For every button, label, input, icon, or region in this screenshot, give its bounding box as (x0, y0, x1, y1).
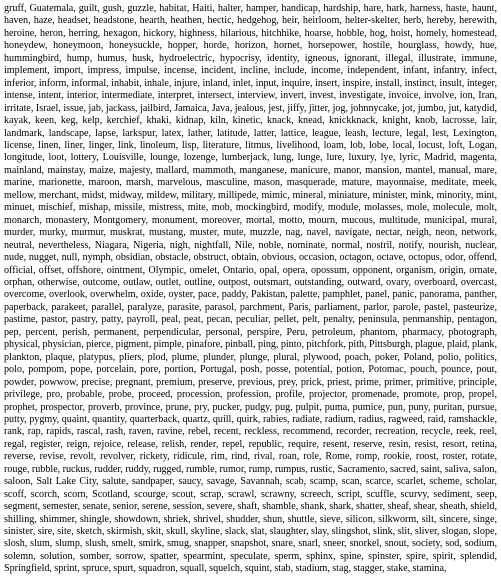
word-list-paragraph: gruff, Guatemala, guilt, gush, guzzle, habitat, Haiti, halter, hamper, handicap, hardship, hare, hark, harness, haste, haunt, haven, haze, headset, headstone, hearth, heathen, hectic, hedgehog, heir, heirloom, helter-skelter, herb, hereby, herewith, heroine, heron, herring, hexagon, hickory, highness, hilarious, hitchhike, hoarse, hobble, hog, hoist, homely, homestead, honeydew, honeymoon, honeysuckle, hopper, horde, horizon, hornet, horsepower, hostile, hourglass, howdy, hue, hummingbird, hump, humus, husk, hydroelectric, hypocrisy, identity, igneous, ignorant, illegal, illustrate, immune, implement, import, impress, impulse, incense, incident, incline, include, income, independent, infant, infantry, infect, inferior, inform, informal, inhabit, inhale, injure, inland, inlet, input, inquire, insert, inspire, install, instinct, insult, integer, intense, intent, interior, intermediate, interpret, intersect, interview, invert, invest, investigate, invoice, involve, ion, Iran, irritate, Israel, issue, jab, jackass, jailbird, Jamaica, Java, jealous, jest, jiffy, jitter, jog, johnnycake, jot, jumbo, jut, katydid, kayak, keen, keg, kelp, kerchief, khaki, kidnap, kiln, kinetic, knack, knead, knickknack, knight, knob, lacrosse, lair, landmark, landscape, lapse, larkspur, latex, lather, latitude, latter, lattice, league, leash, lecture, legal, lest, Lexington, license, linen, liner, linger, link, linoleum, lisp, literature, litmus, livelihood, loam, lob, lobe, local, locust, loft, Logan, longitude, loot, lottery, Louisville, lounge, lozenge, lumberjack, lung, lunge, lure, luxury, lye, lyric, Madrid, magenta, mainland, mainstay, maize, majesty, mallard, mammoth, manganese, manicure, manor, mansion, mantel, manual, mare, marine, marionette, maroon, marsh, marvelous, masculine, mason, masquerade, mature, mayonnaise, meditate, meek, mellow, merchant, midst, midway, mildew, military, millipede, mimic, mineral, miniature, minister, mink, minority, mint, minuet, mischief, mishap, missile, mistress, mite, mob, mockingbird, modify, module, molasses, mole, molecule, molt, monarch, monastery, Montgomery, monument, moreover, mortal, motto, mourn, mucous, multitude, municipal, mural, murder, murky, murmur, muskrat, mustang, muster, mute, muzzle, nag, navel, navigate, nectar, neigh, neon, network, neutral, nevertheless, Niagara, Nigeria, nigh, nightfall, Nile, noble, nominate, normal, nostril, notify, nourish, nuclear, nude, nugget, null, nymph, obsidian, obstacle, obstruct, obtain, obvious, occasion, octagon, octave, octopus, odor, offend, official, offset, offshore, ointment, Olympic, omelet, Ontario, opal, opera, opossum, opponent, organism, origin, ornate, orphan, otherwise, outcome, outlaw, outlet, outline, outpost, outsmart, outstanding, outward, ovary, overboard, overcast, overcome, overlook, overwhelm, oxide, oyster, pace, paddy, Pakistan, palette, pamphlet, panel, panic, panorama, panther, paperback, parakeet, parallel, paralyze, parasite, parasol, parchment, Paris, parliament, parlor, parole, pastel, pasteurize, pastime, pastor, pastry, patty, payroll, peal, peat, pecan, peculiar, pellet, pelt, penalty, peninsula, penmanship, pentagon, pep, percent, perish, permanent, perpendicular, personal, perspire, Peru, petroleum, phantom, pharmacy, photograph, physical, physician, pierce, pigment, pimple, pinafore, pinball, ping, pinto, pitchfork, pith, Pittsburgh, plague, plaid, plank, plankton, plaque, platypus, pliers, plod, plume, plunder, plunge, plural, plywood, poach, poker, Poland, polio, politics, polo, pompom, pope, porcelain, pore, portion, Portugal, posh, posse, potential, potion, Potomac, pouch, pounce, pout, powder, powwow, precise, pregnant, premium, preserve, previous, prey, prick, priest, prime, primer, primitive, principle, privilege, pro, probable, probe, proceed, procession, profession, profile, projector, promenade, promote, prop, propel, prophet, prospector, proverb, province, prune, pry, pucker, pudgy, pug, pulpit, puma, pumice, pun, puny, puritan, pursue, putty, pygmy, quaint, quantity, quarterback, quartz, quill, quirk, rabies, radiate, radium, radius, ragweed, raid, ramshackle, rank, rap, rapids, rascal, rash, raven, ravine, rebel, recent, reckless, recommend, recorder, recreation, recycle, reek, reel, regal, register, reign, rejoice, release, relish, render, repel, republic, require, resent, reserve, resin, resist, resort, retina, reverse, revise, revolt, revolver, rickety, ridicule, rim, rind, rival, roan, role, Rome, romp, rookie, roost, roster, rotate, rouge, rubble, ruckus, rudder, ruddy, rugged, rumble, rumor, rump, rumpus, rustic, Sacramento, sacred, saint, saliva, salon, saloon, Salt Lake City, salute, sandpaper, saucy, savage, Savannah, scab, scamp, scan, scarce, scarlet, scheme, scholar, scoff, scorch, scorn, Scotland, scourge, scout, scrap, scrawl, scrawny, screech, script, scuffle, scurvy, sediment, seep, segment, semester, senate, senior, serene, session, severe, shaft, shamble, shank, shark, shatter, sheaf, shear, sheath, shield, shilling, shimmer, shingle, showdown, shriek, shrivel, shudder, shun, shuttle, sieve, silicon, silkworm, silt, sincere, singe, sinister, sire, site, sketch, skirmish, skit, skull, skyline, slack, slat, slaughter, slay, slingshot, slink, slit, sliver, slogan, slope, slosh, slum, slump, slush, smelt, smirk, smug, snapper, snapshot, snare, snarl, sneer, snorkel, snout, society, sod, sodium, solemn, solution, somber, sorrow, spatter, spearmint, speculate, sperm, sphinx, spine, spinster, spire, spirit, splendid, Springfield, sprint, spruce, spurt, squadron, squall, squelch, squint, stab, stadium, stag, stagger, stake, stamina, (4, 3, 497, 575)
